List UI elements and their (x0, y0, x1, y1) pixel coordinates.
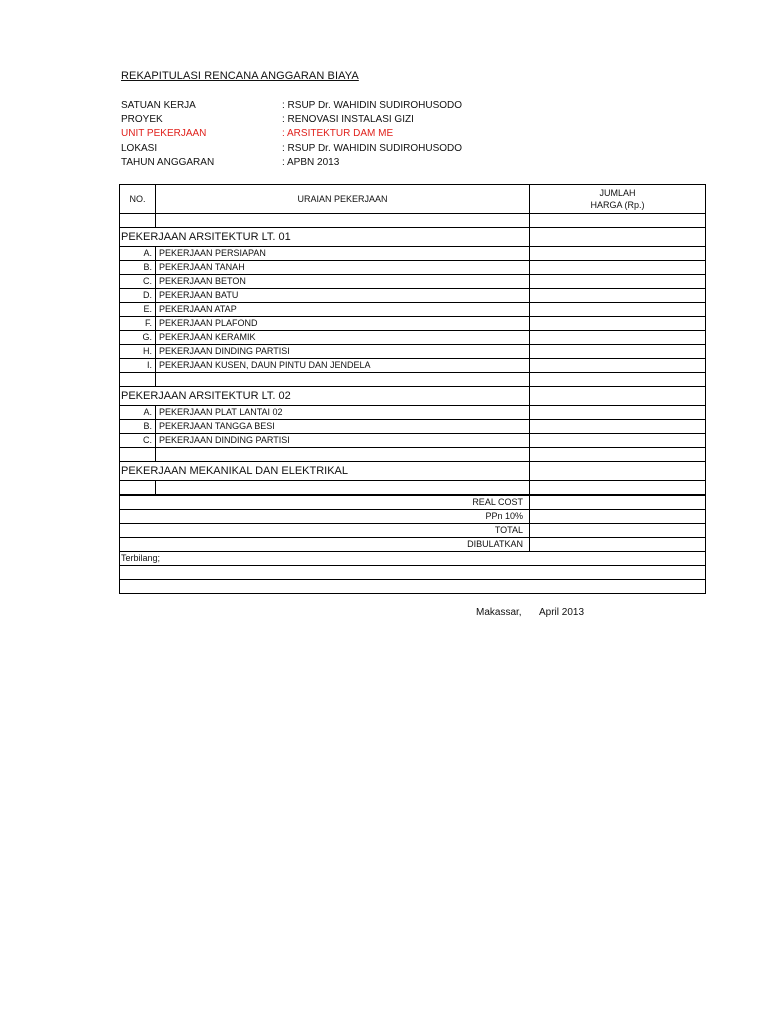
item-desc: PEKERJAAN DINDING PARTISI (156, 345, 530, 359)
section-title: PEKERJAAN ARSITEKTUR LT. 01 (120, 228, 530, 247)
summary-label: PPn 10% (120, 510, 530, 524)
info-value: : ARSITEKTUR DAM ME (282, 128, 394, 140)
summary-row (120, 538, 706, 552)
summary-label: DIBULATKAN (120, 538, 530, 552)
footer-date: April 2013 (539, 607, 585, 618)
summary-row (120, 510, 706, 524)
info-label: TAHUN ANGGARAN (121, 156, 215, 168)
table-row (120, 247, 706, 261)
table-row (120, 406, 706, 420)
summary-value (530, 510, 706, 524)
amount-cell (530, 247, 706, 261)
item-desc: PEKERJAAN BETON (156, 275, 530, 289)
document-title: REKAPITULASI RENCANA ANGGARAN BIAYA (121, 70, 359, 82)
table-row (120, 289, 706, 303)
amount-cell (530, 420, 706, 434)
footer-place: Makassar, (476, 607, 522, 618)
item-desc: PEKERJAAN DINDING PARTISI (156, 434, 530, 448)
section-row (120, 387, 706, 406)
summary-value (530, 524, 706, 538)
table-row (120, 275, 706, 289)
table-row (120, 345, 706, 359)
table-row (120, 303, 706, 317)
terbilang-row (120, 552, 706, 566)
amount-cell (530, 345, 706, 359)
table-row (120, 420, 706, 434)
table-row (120, 434, 706, 448)
terbilang-label: Terbilang; (120, 552, 706, 566)
project-info (121, 99, 541, 170)
item-desc: PEKERJAAN KERAMIK (156, 331, 530, 345)
info-value: : RENOVASI INSTALASI GIZI (282, 114, 414, 126)
info-row-satuan-kerja (121, 99, 541, 113)
item-no: I. (120, 359, 156, 373)
item-desc: PEKERJAAN PLAT LANTAI 02 (156, 406, 530, 420)
amount-cell (530, 359, 706, 373)
table-row (120, 481, 706, 496)
item-desc: PEKERJAAN BATU (156, 289, 530, 303)
info-label: SATUAN KERJA (121, 100, 196, 111)
item-no: C. (120, 434, 156, 448)
item-no: A. (120, 406, 156, 420)
item-no: F. (120, 317, 156, 331)
item-no: B. (120, 420, 156, 434)
amount-cell (530, 289, 706, 303)
info-row-unit-pekerjaan (121, 127, 541, 141)
table-row (120, 261, 706, 275)
header-desc: URAIAN PEKERJAAN (156, 185, 530, 214)
section-title: PEKERJAAN ARSITEKTUR LT. 02 (120, 387, 530, 406)
amount-cell (530, 406, 706, 420)
item-no: C. (120, 275, 156, 289)
amount-cell (530, 387, 706, 406)
summary-label: REAL COST (120, 495, 530, 510)
item-desc: PEKERJAAN PLAFOND (156, 317, 530, 331)
info-label: PROYEK (121, 114, 163, 126)
header-amount-line2: HARGA (Rp.) (590, 200, 645, 210)
table-row (120, 317, 706, 331)
item-no: G. (120, 331, 156, 345)
amount-cell (530, 228, 706, 247)
info-value: : RSUP Dr. WAHIDIN SUDIROHUSODO (282, 100, 463, 111)
item-desc: PEKERJAAN TANAH (156, 261, 530, 275)
summary-row (120, 524, 706, 538)
table-header-row (120, 185, 706, 214)
section-row (120, 462, 706, 481)
item-no: B. (120, 261, 156, 275)
amount-cell (530, 462, 706, 481)
item-no: E. (120, 303, 156, 317)
amount-cell (530, 261, 706, 275)
header-no: NO. (120, 185, 156, 214)
item-no: D. (120, 289, 156, 303)
item-desc: PEKERJAAN ATAP (156, 303, 530, 317)
table-row (120, 373, 706, 387)
item-no: H. (120, 345, 156, 359)
amount-cell (530, 303, 706, 317)
item-no: A. (120, 247, 156, 261)
amount-cell (530, 434, 706, 448)
item-desc: PEKERJAAN KUSEN, DAUN PINTU DAN JENDELA (156, 359, 530, 373)
info-value: : APBN 2013 (282, 156, 340, 168)
terbilang-row (120, 580, 706, 594)
table-row (120, 448, 706, 462)
budget-table (119, 184, 706, 594)
summary-label: TOTAL (120, 524, 530, 538)
summary-row (120, 495, 706, 510)
table-row (120, 359, 706, 373)
info-row-proyek (121, 113, 541, 127)
header-amount-line1: JUMLAH (599, 188, 636, 198)
amount-cell (530, 317, 706, 331)
summary-value (530, 495, 706, 510)
section-title: PEKERJAAN MEKANIKAL DAN ELEKTRIKAL (120, 462, 530, 481)
info-value: : RSUP Dr. WAHIDIN SUDIROHUSODO (282, 142, 463, 154)
summary-value (530, 538, 706, 552)
section-row (120, 228, 706, 247)
table-row (120, 214, 706, 228)
terbilang-row (120, 566, 706, 580)
amount-cell (530, 275, 706, 289)
info-row-tahun-anggaran (121, 156, 541, 170)
info-label: UNIT PEKERJAAN (121, 128, 207, 140)
item-desc: PEKERJAAN TANGGA BESI (156, 420, 530, 434)
table-row (120, 331, 706, 345)
info-row-lokasi (121, 142, 541, 156)
amount-cell (530, 331, 706, 345)
info-label: LOKASI (121, 142, 158, 154)
item-desc: PEKERJAAN PERSIAPAN (156, 247, 530, 261)
header-amount (530, 185, 706, 214)
